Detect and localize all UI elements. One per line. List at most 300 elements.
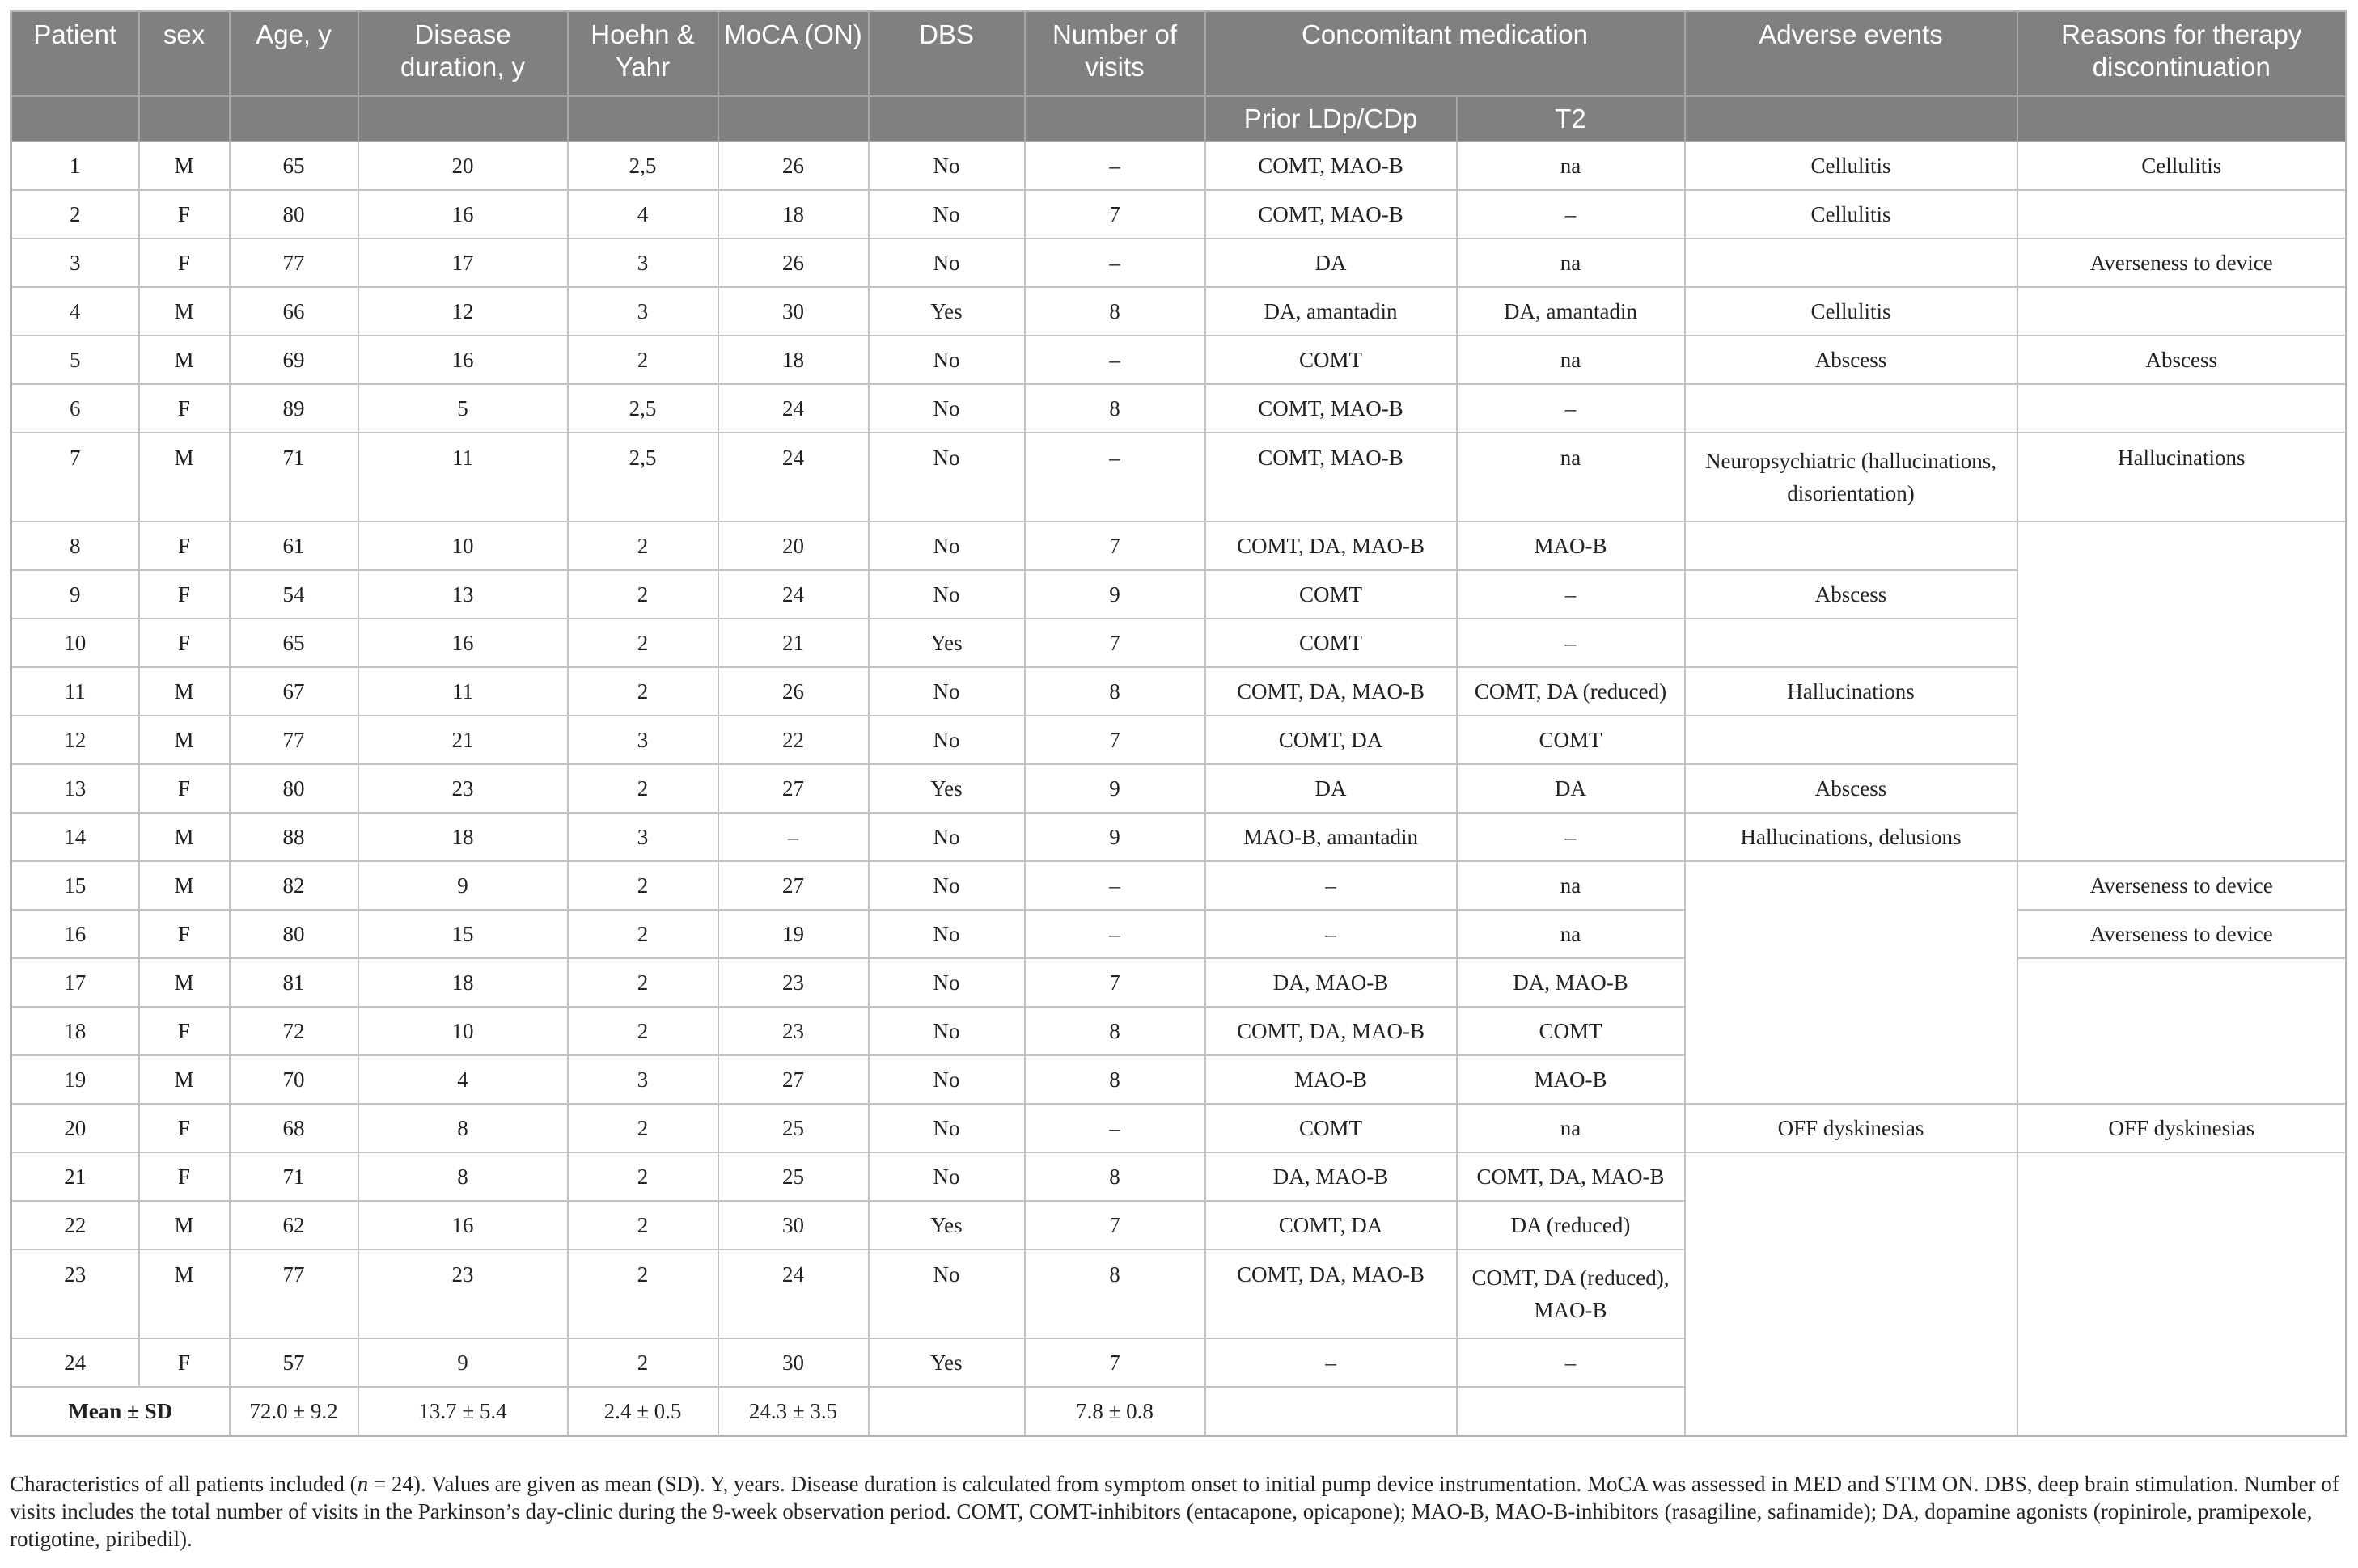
cell-sex: M [139,142,230,190]
cell-dbs: No [869,813,1025,861]
cell-moca: 25 [718,1152,869,1201]
cell-sex: F [139,1104,230,1152]
cell-prior: MAO-B, amantadin [1205,813,1457,861]
table-row [11,1152,2347,1201]
cell-sex: F [139,764,230,813]
subheader-empty [230,96,358,142]
cell-sex: M [139,336,230,384]
subheader-empty [2017,96,2347,142]
cell-visits: – [1025,142,1205,190]
cell-hy: 2 [568,619,718,667]
cell-adverse [1685,522,2017,570]
cell-dbs: No [869,1055,1025,1104]
subheader-empty [358,96,568,142]
cell-reasons [2017,1152,2347,1436]
cell-moca: 27 [718,764,869,813]
cell-patient: 20 [11,1104,139,1152]
cell-hy: 2 [568,1249,718,1338]
cell-sex: M [139,1055,230,1104]
cell-adverse: Hallucinations, delusions [1685,813,2017,861]
cell-moca: 18 [718,190,869,239]
header-duration: Disease duration, y [358,11,568,97]
header-row [11,11,2347,97]
cell-hy: 3 [568,716,718,764]
cell-prior: – [1205,861,1457,910]
table-row [11,570,2347,619]
cell-dbs: No [869,667,1025,716]
cell-age: 72 [230,1007,358,1055]
cell-age: 61 [230,522,358,570]
cell-t2: COMT [1457,716,1685,764]
cell-adverse [1685,1152,2017,1436]
cell-t2: na [1457,433,1685,522]
cell-reasons [2017,287,2347,336]
header-hoehn-yahr: Hoehn & Yahr [568,11,718,97]
cell-t2: na [1457,1104,1685,1152]
cell-duration: 10 [358,1007,568,1055]
cell-duration: 17 [358,239,568,287]
cell-adverse [1685,384,2017,433]
cell-moca: 21 [718,619,869,667]
cell-dbs: No [869,1249,1025,1338]
cell-visits: – [1025,433,1205,522]
cell-visits: 8 [1025,1007,1205,1055]
cell-visits: – [1025,239,1205,287]
cell-moca: 26 [718,239,869,287]
cell-prior: COMT, DA, MAO-B [1205,522,1457,570]
cell-patient: 8 [11,522,139,570]
cell-sex: F [139,522,230,570]
cell-moca: 24 [718,570,869,619]
cell-prior: COMT [1205,619,1457,667]
cell-hy: 4 [568,190,718,239]
cell-age: 80 [230,764,358,813]
cell-moca: 30 [718,287,869,336]
cell-sex: F [139,1152,230,1201]
cell-reasons: Hallucinations [2017,433,2347,522]
cell-t2: MAO-B [1457,522,1685,570]
cell-visits: 7 [1025,619,1205,667]
cell-prior: COMT, DA, MAO-B [1205,667,1457,716]
cell-visits: 7 [1025,1338,1205,1387]
cell-dbs: Yes [869,619,1025,667]
subheader-empty [1685,96,2017,142]
cell-visits: 8 [1025,384,1205,433]
patient-characteristics-table [10,10,2347,1437]
cell-duration: 15 [358,910,568,958]
summary-hy: 2.4 ± 0.5 [568,1387,718,1436]
cell-prior: COMT, DA, MAO-B [1205,1249,1457,1338]
cell-sex: F [139,619,230,667]
cell-duration: 18 [358,813,568,861]
cell-dbs: No [869,384,1025,433]
cell-reasons: Averseness to device [2017,239,2347,287]
table-body [11,142,2347,1436]
cell-reasons: Averseness to device [2017,861,2347,910]
cell-t2: COMT, DA (reduced), MAO-B [1457,1249,1685,1338]
cell-age: 65 [230,619,358,667]
cell-age: 80 [230,190,358,239]
cell-hy: 3 [568,287,718,336]
cell-age: 66 [230,287,358,336]
cell-reasons [2017,190,2347,239]
cell-sex: F [139,570,230,619]
cell-visits: 9 [1025,570,1205,619]
cell-age: 54 [230,570,358,619]
cell-patient: 19 [11,1055,139,1104]
cell-sex: F [139,239,230,287]
cell-duration: 16 [358,190,568,239]
cell-prior: DA [1205,239,1457,287]
cell-patient: 3 [11,239,139,287]
cell-prior: COMT, MAO-B [1205,142,1457,190]
cell-sex: M [139,667,230,716]
cell-visits: 7 [1025,522,1205,570]
cell-sex: M [139,1201,230,1249]
cell-t2: DA, MAO-B [1457,958,1685,1007]
cell-prior: COMT [1205,336,1457,384]
cell-patient: 10 [11,619,139,667]
cell-patient: 17 [11,958,139,1007]
cell-patient: 13 [11,764,139,813]
cell-age: 77 [230,716,358,764]
cell-age: 77 [230,239,358,287]
header-dbs: DBS [869,11,1025,97]
cell-hy: 2 [568,667,718,716]
header-moca: MoCA (ON) [718,11,869,97]
cell-age: 82 [230,861,358,910]
cell-dbs: No [869,142,1025,190]
cell-dbs: No [869,239,1025,287]
cell-age: 81 [230,958,358,1007]
cell-prior: – [1205,910,1457,958]
cell-moca: 30 [718,1338,869,1387]
cell-t2: DA, amantadin [1457,287,1685,336]
cell-prior: DA, amantadin [1205,287,1457,336]
cell-prior: DA [1205,764,1457,813]
cell-adverse: Abscess [1685,570,2017,619]
header-sex: sex [139,11,230,97]
cell-adverse [1685,239,2017,287]
cell-moca: 22 [718,716,869,764]
cell-visits: 9 [1025,764,1205,813]
cell-age: 71 [230,1152,358,1201]
cell-duration: 23 [358,764,568,813]
summary-t2 [1457,1387,1685,1436]
cell-hy: 2 [568,910,718,958]
cell-adverse: Abscess [1685,336,2017,384]
cell-hy: 2 [568,764,718,813]
cell-sex: F [139,384,230,433]
cell-age: 67 [230,667,358,716]
cell-moca: 27 [718,861,869,910]
cell-t2: – [1457,1338,1685,1387]
cell-moca: 26 [718,142,869,190]
cell-hy: 2 [568,1152,718,1201]
cell-duration: 11 [358,667,568,716]
table-row [11,764,2347,813]
summary-label: Mean ± SD [11,1387,230,1436]
cell-dbs: No [869,336,1025,384]
cell-sex: M [139,287,230,336]
cell-visits: 9 [1025,813,1205,861]
cell-t2: na [1457,336,1685,384]
summary-age: 72.0 ± 9.2 [230,1387,358,1436]
header-reasons: Reasons for therapy discontinuation [2017,11,2347,97]
cell-reasons [2017,522,2347,861]
subheader-row [11,96,2347,142]
cell-sex: M [139,1249,230,1338]
cell-t2: – [1457,813,1685,861]
summary-visits: 7.8 ± 0.8 [1025,1387,1205,1436]
cell-adverse: OFF dyskinesias [1685,1104,2017,1152]
cell-moca: – [718,813,869,861]
cell-dbs: No [869,958,1025,1007]
cell-reasons [2017,958,2347,1104]
cell-hy: 2 [568,958,718,1007]
table-row [11,716,2347,764]
cell-dbs: No [869,190,1025,239]
cell-age: 71 [230,433,358,522]
cell-adverse: Cellulitis [1685,287,2017,336]
cell-patient: 14 [11,813,139,861]
cell-hy: 2 [568,1338,718,1387]
cell-duration: 9 [358,1338,568,1387]
cell-age: 88 [230,813,358,861]
cell-hy: 2 [568,1201,718,1249]
cell-reasons: Cellulitis [2017,142,2347,190]
cell-patient: 16 [11,910,139,958]
cell-patient: 15 [11,861,139,910]
cell-prior: COMT, DA [1205,716,1457,764]
cell-patient: 6 [11,384,139,433]
cell-dbs: No [869,1152,1025,1201]
cell-t2: – [1457,190,1685,239]
cell-t2: na [1457,910,1685,958]
cell-age: 89 [230,384,358,433]
cell-age: 70 [230,1055,358,1104]
table-row [11,142,2347,190]
table-row [11,433,2347,522]
subheader-empty [1025,96,1205,142]
cell-visits: 8 [1025,1249,1205,1338]
cell-prior: MAO-B [1205,1055,1457,1104]
cell-hy: 2,5 [568,433,718,522]
cell-dbs: No [869,716,1025,764]
cell-dbs: Yes [869,1338,1025,1387]
cell-duration: 16 [358,336,568,384]
cell-patient: 7 [11,433,139,522]
cell-dbs: No [869,570,1025,619]
table-row [11,1104,2347,1152]
cell-dbs: No [869,433,1025,522]
cell-visits: – [1025,910,1205,958]
cell-moca: 20 [718,522,869,570]
header-medication: Concomitant medication [1205,11,1685,97]
cell-sex: M [139,813,230,861]
header-age: Age, y [230,11,358,97]
cell-patient: 1 [11,142,139,190]
cell-moca: 24 [718,384,869,433]
cell-sex: F [139,1338,230,1387]
cell-prior: – [1205,1338,1457,1387]
cell-age: 80 [230,910,358,958]
cell-moca: 27 [718,1055,869,1104]
cell-reasons: Averseness to device [2017,910,2347,958]
cell-sex: F [139,910,230,958]
caption-text: = 24). Values are given as mean (SD). Y, years. Disease duration is calculated from symptom onset to initial pump device instrumentation. MoCA was assessed in MED and STIM ON. DBS, deep brain stimulation. Number of visits includes the total number of visits in the Parkinson’s day-clinic during the 9-week observation period. COMT, COMT-inhibitors (entacapone, opicapone); MAO-B, MAO-B-inhibitors (rasagiline, safinamide); DA, dopamine agonists (ropinirole, pramipexole, rotigotine, piribedil). [10,1472,2339,1551]
cell-dbs: No [869,522,1025,570]
cell-patient: 2 [11,190,139,239]
cell-duration: 10 [358,522,568,570]
summary-moca: 24.3 ± 3.5 [718,1387,869,1436]
cell-dbs: Yes [869,1201,1025,1249]
cell-visits: – [1025,1104,1205,1152]
table-row [11,861,2347,910]
subheader-empty [139,96,230,142]
cell-dbs: Yes [869,764,1025,813]
cell-t2: COMT, DA (reduced) [1457,667,1685,716]
table-row [11,667,2347,716]
cell-hy: 3 [568,813,718,861]
cell-duration: 12 [358,287,568,336]
cell-adverse: Cellulitis [1685,142,2017,190]
cell-patient: 24 [11,1338,139,1387]
cell-duration: 11 [358,433,568,522]
cell-visits: 8 [1025,1055,1205,1104]
cell-patient: 4 [11,287,139,336]
cell-t2: COMT [1457,1007,1685,1055]
cell-duration: 16 [358,619,568,667]
cell-visits: 7 [1025,716,1205,764]
header-adverse: Adverse events [1685,11,2017,97]
cell-hy: 3 [568,1055,718,1104]
cell-sex: M [139,433,230,522]
cell-adverse [1685,716,2017,764]
table-row [11,384,2347,433]
cell-prior: DA, MAO-B [1205,958,1457,1007]
cell-duration: 13 [358,570,568,619]
cell-prior: COMT [1205,570,1457,619]
cell-t2: MAO-B [1457,1055,1685,1104]
cell-patient: 12 [11,716,139,764]
summary-prior [1205,1387,1457,1436]
cell-hy: 2 [568,861,718,910]
cell-moca: 30 [718,1201,869,1249]
cell-patient: 18 [11,1007,139,1055]
cell-duration: 5 [358,384,568,433]
cell-hy: 3 [568,239,718,287]
cell-visits: 7 [1025,190,1205,239]
cell-patient: 11 [11,667,139,716]
cell-age: 69 [230,336,358,384]
cell-hy: 2 [568,1104,718,1152]
cell-duration: 18 [358,958,568,1007]
cell-reasons: OFF dyskinesias [2017,1104,2347,1152]
cell-moca: 18 [718,336,869,384]
cell-sex: M [139,958,230,1007]
cell-adverse: Neuropsychiatric (hallucinations, disorientation) [1685,433,2017,522]
cell-patient: 21 [11,1152,139,1201]
table-row [11,336,2347,384]
cell-t2: DA [1457,764,1685,813]
header-patient: Patient [11,11,139,97]
cell-t2: na [1457,239,1685,287]
cell-visits: – [1025,336,1205,384]
cell-moca: 19 [718,910,869,958]
cell-moca: 25 [718,1104,869,1152]
cell-adverse [1685,861,2017,1104]
cell-adverse: Cellulitis [1685,190,2017,239]
cell-t2: – [1457,570,1685,619]
cell-age: 77 [230,1249,358,1338]
table-row [11,287,2347,336]
cell-visits: 7 [1025,958,1205,1007]
table-row [11,813,2347,861]
cell-sex: M [139,716,230,764]
cell-duration: 8 [358,1104,568,1152]
cell-duration: 21 [358,716,568,764]
cell-age: 57 [230,1338,358,1387]
cell-hy: 2 [568,570,718,619]
cell-patient: 22 [11,1201,139,1249]
cell-age: 68 [230,1104,358,1152]
table-caption [10,1470,2347,1553]
cell-reasons [2017,384,2347,433]
cell-visits: 8 [1025,667,1205,716]
summary-dbs [869,1387,1025,1436]
table-row [11,522,2347,570]
cell-dbs: No [869,1104,1025,1152]
cell-dbs: No [869,1007,1025,1055]
subheader-empty [568,96,718,142]
cell-t2: – [1457,384,1685,433]
subheader-empty [869,96,1025,142]
cell-hy: 2 [568,336,718,384]
cell-duration: 16 [358,1201,568,1249]
cell-visits: – [1025,861,1205,910]
cell-prior: COMT, MAO-B [1205,433,1457,522]
summary-duration: 13.7 ± 5.4 [358,1387,568,1436]
cell-dbs: No [869,861,1025,910]
cell-prior: COMT, DA [1205,1201,1457,1249]
caption-text: Characteristics of all patients included ( [10,1472,358,1496]
subheader-prior: Prior LDp/CDp [1205,96,1457,142]
cell-age: 62 [230,1201,358,1249]
cell-t2: DA (reduced) [1457,1201,1685,1249]
header-visits: Number of visits [1025,11,1205,97]
table-row [11,239,2347,287]
cell-duration: 4 [358,1055,568,1104]
cell-t2: na [1457,142,1685,190]
caption-n: n [357,1472,369,1496]
cell-hy: 2 [568,522,718,570]
cell-duration: 20 [358,142,568,190]
cell-sex: M [139,861,230,910]
table-row [11,190,2347,239]
cell-patient: 9 [11,570,139,619]
cell-adverse [1685,619,2017,667]
cell-prior: COMT, MAO-B [1205,384,1457,433]
subheader-empty [11,96,139,142]
cell-adverse: Hallucinations [1685,667,2017,716]
cell-moca: 23 [718,958,869,1007]
cell-hy: 2,5 [568,384,718,433]
cell-hy: 2,5 [568,142,718,190]
cell-visits: 8 [1025,287,1205,336]
cell-prior: DA, MAO-B [1205,1152,1457,1201]
subheader-empty [718,96,869,142]
